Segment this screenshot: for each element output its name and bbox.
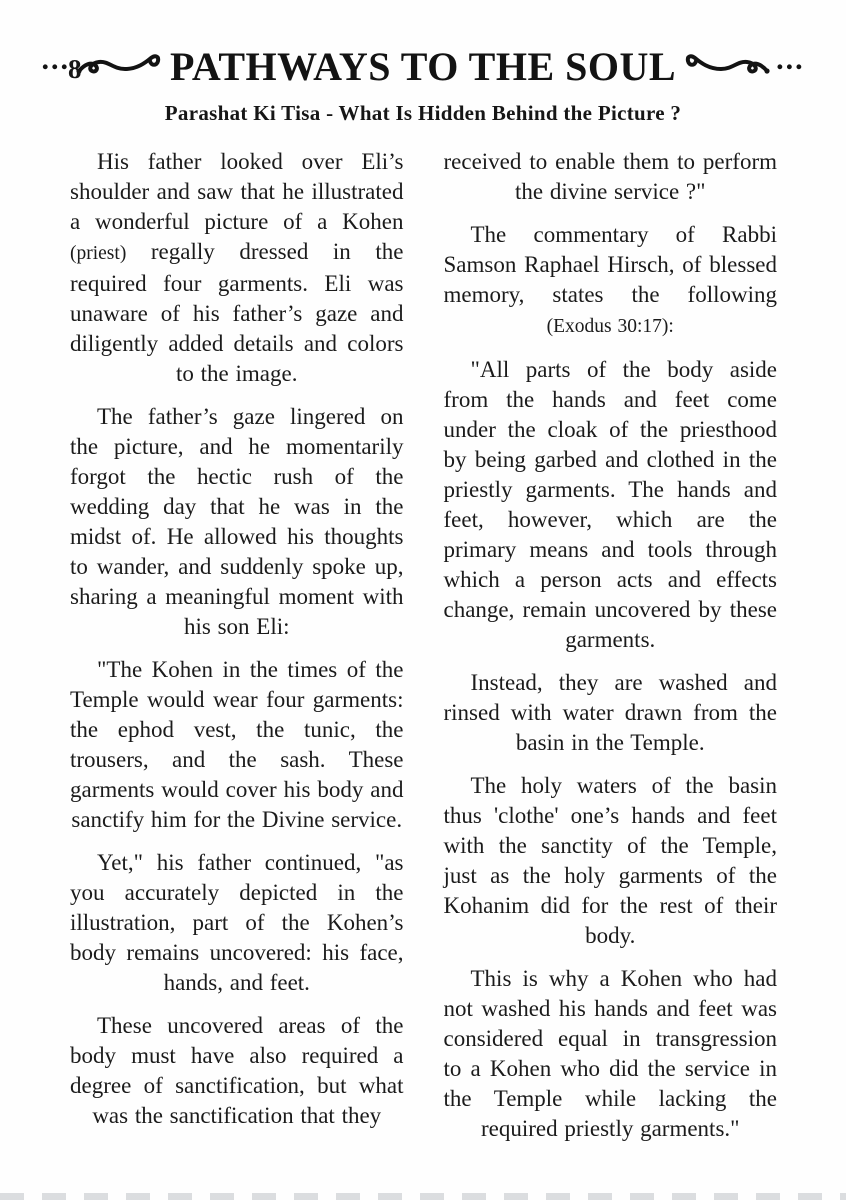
page-number: 8 — [68, 54, 82, 84]
flourish-right-icon — [685, 49, 771, 83]
body-text: regally dressed in the required four garments. Eli was unaware of his father’s gaze and diligently added details and colors to the image. — [70, 239, 404, 386]
chapter-subtitle: Parashat Ki Tisa - What Is Hidden Behind the Picture ? — [164, 101, 682, 125]
body-text: These uncovered areas of the body must have also required a degree of sanctification, but what was the sanctification that they — [70, 1013, 404, 1128]
paragraph — [444, 771, 778, 951]
paragraph — [444, 355, 778, 655]
body-text: The father’s gaze lingered on the picture, and he momentarily forgot the hectic rush of the wedding day that he was in the midst of. He allowed his thoughts to wander, and suddenly spoke up, sharing a meaningful moment with his son Eli: — [70, 404, 404, 639]
page-header — [0, 0, 846, 126]
paragraph — [444, 220, 778, 342]
body-text: The commentary of Rabbi Samson Raphael Hirsch, of blessed memory, states the following — [443, 222, 777, 307]
paragraph — [70, 402, 404, 642]
ornament-dots-right: ... — [776, 43, 805, 76]
body-text: "All parts of the body aside from the hands and feet come under the cloak of the priesthood by being garbed and clothed in the priestly garments. The hands and feet, however, which are the primary means and tools through which a person acts and effects change, remain uncovered by these garments. — [443, 357, 777, 652]
paragraph — [70, 1011, 404, 1131]
inline-small-text: (priest) — [70, 243, 127, 264]
inline-small-text: (Exodus 30:17): — [546, 316, 674, 337]
body-text: His father looked over Eli’s shoulder and saw that he illustrated a wonderful picture of a Kohen — [70, 149, 404, 234]
flourish-left-icon — [75, 49, 161, 83]
ornament-dots-left: ... — [41, 43, 70, 76]
body-text: This is why a Kohen who had not washed his hands and feet was considered equal in transgression to a Kohen who did the service in the Temple while lacking the required priestly garments." — [443, 966, 777, 1141]
right-column — [444, 147, 778, 1157]
body-text: "The Kohen in the times of the Temple would wear four garments: the ephod vest, the tunic, the trousers, and the sash. These garments would cover his body and sanctify him for the Divine service. — [70, 657, 404, 832]
paragraph — [444, 964, 778, 1144]
paragraph — [444, 147, 778, 207]
book-title: PATHWAYS TO THE SOUL — [169, 43, 677, 89]
body-text: received to enable them to perform the divine service ?" — [443, 149, 777, 204]
paragraph — [70, 147, 404, 389]
body-text: Yet," his father continued, "as you accurately depicted in the illustration, part of the Kohen’s body remains uncovered: his face, hands, and feet. — [70, 850, 404, 995]
text-columns — [0, 126, 846, 1157]
left-column — [70, 147, 404, 1157]
paragraph — [70, 655, 404, 835]
body-text: Instead, they are washed and rinsed with water drawn from the basin in the Temple. — [443, 670, 777, 755]
body-text: The holy waters of the basin thus 'clothe' one’s hands and feet with the sanctity of the Temple, just as the holy garments of the Kohanim did for the rest of their body. — [443, 773, 777, 948]
paragraph — [70, 848, 404, 998]
paragraph — [444, 668, 778, 758]
page-bottom-scan-edge — [0, 1193, 846, 1200]
title-row — [0, 40, 846, 92]
